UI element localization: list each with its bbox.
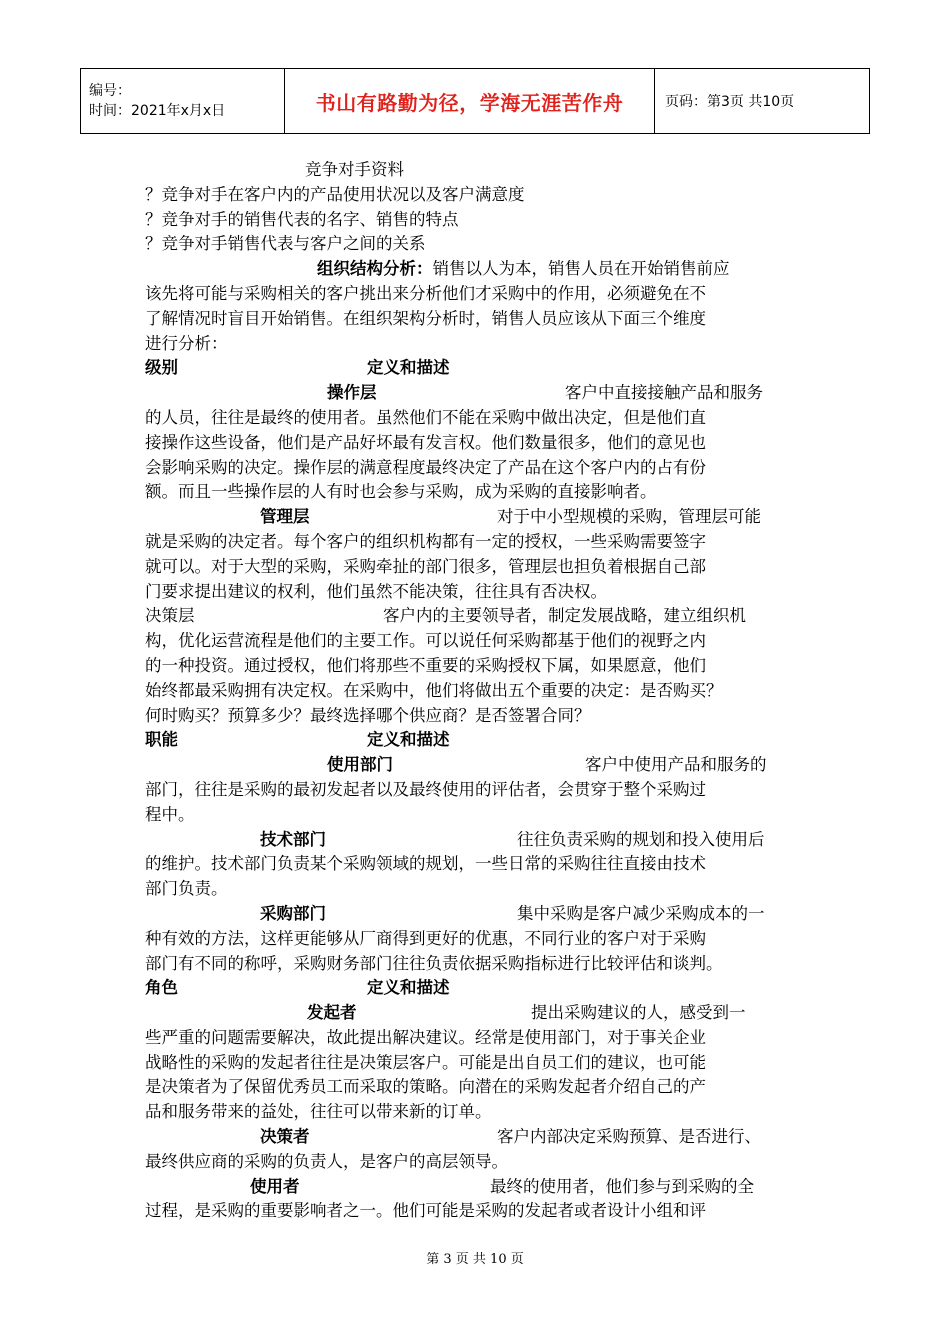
text-line bbox=[145, 1026, 810, 1051]
text-line bbox=[145, 1125, 810, 1150]
text-segment: 何时购买？预算多少？最终选择哪个供应商？是否签署合同？ bbox=[145, 705, 591, 725]
text-line bbox=[145, 952, 810, 977]
bold-term: 使用者 bbox=[250, 1176, 300, 1196]
text-segment: ？竞争对手销售代表与客户之间的关系 bbox=[145, 234, 426, 254]
text-line bbox=[145, 728, 810, 753]
bold-term: 决策者 bbox=[260, 1127, 310, 1147]
text-line bbox=[145, 1051, 810, 1076]
bold-term: 角色 bbox=[145, 978, 178, 998]
text-line bbox=[145, 505, 810, 530]
text-line bbox=[145, 1150, 810, 1175]
text-segment: 该先将可能与采购相关的客户挑出来分析他们才采购中的作用，必须避免在不 bbox=[145, 283, 706, 303]
header-table bbox=[80, 68, 870, 134]
text-line bbox=[145, 555, 810, 580]
text-line bbox=[145, 604, 810, 629]
text-segment: 的维护。技术部门负责某个采购领域的规划，一些日常的采购往往直接由技术 bbox=[145, 854, 706, 874]
text-line bbox=[145, 232, 810, 257]
text-segment: ？竞争对手的销售代表的名字、销售的特点 bbox=[145, 209, 459, 229]
text-line bbox=[145, 976, 810, 1001]
text-line bbox=[145, 778, 810, 803]
text-segment: 对于中小型规模的采购，管理层可能 bbox=[497, 507, 761, 527]
text-segment: 会影响采购的决定。操作层的满意程度最终决定了产品在这个客户内的占有份 bbox=[145, 457, 706, 477]
text-line bbox=[145, 1100, 810, 1125]
text-line bbox=[145, 629, 810, 654]
text-line bbox=[145, 654, 810, 679]
text-line bbox=[145, 580, 810, 605]
text-line bbox=[145, 307, 810, 332]
text-segment: 部门负责。 bbox=[145, 879, 228, 899]
bold-term: 使用部门 bbox=[327, 755, 393, 775]
bold-term: 职能 bbox=[145, 730, 178, 750]
text-line bbox=[145, 406, 810, 431]
text-line bbox=[145, 679, 810, 704]
text-segment: 品和服务带来的益处，往往可以带来新的订单。 bbox=[145, 1102, 492, 1122]
text-line bbox=[145, 902, 810, 927]
bold-term: 操作层 bbox=[327, 383, 377, 403]
text-line bbox=[145, 381, 810, 406]
text-segment: 客户内的主要领导者，制定发展战略，建立组织机 bbox=[383, 606, 746, 626]
text-line bbox=[145, 158, 810, 183]
text-line bbox=[145, 332, 810, 357]
text-segment: 就可以。对于大型的采购，采购牵扯的部门很多，管理层也担负着根据自己部 bbox=[145, 556, 706, 576]
header-meta-cell bbox=[81, 69, 285, 133]
text-line bbox=[145, 208, 810, 233]
bold-term: 定义和描述 bbox=[367, 978, 450, 998]
text-line bbox=[145, 480, 810, 505]
doc-number-label: 编号： bbox=[89, 83, 131, 99]
header-motto-cell bbox=[285, 69, 655, 133]
text-segment: 客户内部决定采购预算、是否进行、 bbox=[497, 1127, 761, 1147]
text-line bbox=[145, 1175, 810, 1200]
text-segment: 接操作这些设备，他们是产品好坏最有发言权。他们数量很多，他们的意见也 bbox=[145, 432, 706, 452]
text-segment: 的一种投资。通过授权，他们将那些不重要的采购授权下属，如果愿意，他们 bbox=[145, 655, 706, 675]
text-line bbox=[145, 852, 810, 877]
text-line bbox=[145, 456, 810, 481]
text-segment: 进行分析： bbox=[145, 333, 228, 353]
text-segment: 始终都最采购拥有决定权。在采购中，他们将做出五个重要的决定：是否购买？ bbox=[145, 680, 723, 700]
text-segment: 的人员，往往是最终的使用者。虽然他们不能在采购中做出决定，但是他们直 bbox=[145, 407, 706, 427]
text-line bbox=[145, 803, 810, 828]
bold-term: 定义和描述 bbox=[367, 358, 450, 378]
text-line bbox=[145, 877, 810, 902]
text-segment: 了解情况时盲目开始销售。在组织架构分析时，销售人员应该从下面三个维度 bbox=[145, 308, 706, 328]
text-line bbox=[145, 183, 810, 208]
text-line bbox=[145, 282, 810, 307]
text-line bbox=[145, 828, 810, 853]
page-footer: 第 3 页 共 10 页 bbox=[426, 1252, 524, 1267]
doc-time-label: 时间：2021年x月x日 bbox=[89, 103, 226, 119]
text-segment: 决策层 bbox=[145, 606, 195, 626]
text-line bbox=[145, 530, 810, 555]
text-line bbox=[145, 704, 810, 729]
text-line bbox=[145, 1001, 810, 1026]
text-segment: 销售以人为本，销售人员在开始销售前应 bbox=[432, 259, 730, 279]
bold-term: 级别 bbox=[145, 358, 178, 378]
text-segment: 过程，是采购的重要影响者之一。他们可能是采购的发起者或者设计小组和评 bbox=[145, 1201, 706, 1221]
page-info-text: 页码：第3页 共10页 bbox=[665, 94, 795, 110]
document-body bbox=[145, 158, 810, 1224]
text-segment: 额。而且一些操作层的人有时也会参与采购，成为采购的直接影响者。 bbox=[145, 482, 657, 502]
text-segment: 最终供应商的采购的负责人，是客户的高层领导。 bbox=[145, 1151, 508, 1171]
bold-term: 管理层 bbox=[260, 507, 310, 527]
text-line bbox=[145, 1075, 810, 1100]
text-segment: 战略性的采购的发起者往往是决策层客户。可能是出自员工们的建议，也可能 bbox=[145, 1052, 706, 1072]
text-segment: 门要求提出建议的权利，他们虽然不能决策，往往具有否决权。 bbox=[145, 581, 607, 601]
bold-term: 定义和描述 bbox=[367, 730, 450, 750]
text-segment: 客户中使用产品和服务的 bbox=[585, 755, 767, 775]
text-segment: 构，优化运营流程是他们的主要工作。可以说任何采购都基于他们的视野之内 bbox=[145, 631, 706, 651]
text-segment: 部门，往往是采购的最初发起者以及最终使用的评估者，会贯穿于整个采购过 bbox=[145, 779, 706, 799]
text-segment: 部门有不同的称呼，采购财务部门往往负责依据采购指标进行比较评估和谈判。 bbox=[145, 953, 723, 973]
text-segment: 往往负责采购的规划和投入使用后 bbox=[517, 829, 765, 849]
header-page-cell bbox=[655, 69, 869, 133]
text-segment: 种有效的方法，这样更能够从厂商得到更好的优惠，不同行业的客户对于采购 bbox=[145, 928, 706, 948]
bold-term: 采购部门 bbox=[260, 903, 326, 923]
bold-term: 发起者 bbox=[307, 1003, 357, 1023]
text-segment: 客户中直接接触产品和服务 bbox=[565, 383, 763, 403]
bold-term: 组织结构分析： bbox=[317, 259, 433, 279]
text-segment: 竞争对手资料 bbox=[305, 160, 404, 179]
text-segment: 最终的使用者，他们参与到采购的全 bbox=[490, 1176, 754, 1196]
text-line bbox=[145, 431, 810, 456]
text-line bbox=[145, 356, 810, 381]
text-segment: 是决策者为了保留优秀员工而采取的策略。向潜在的采购发起者介绍自己的产 bbox=[145, 1077, 706, 1097]
text-line bbox=[145, 753, 810, 778]
text-segment: ？竞争对手在客户内的产品使用状况以及客户满意度 bbox=[145, 184, 525, 204]
text-segment: 程中。 bbox=[145, 804, 195, 824]
text-segment: 些严重的问题需要解决，故此提出解决建议。经常是使用部门，对于事关企业 bbox=[145, 1027, 706, 1047]
text-segment: 就是采购的决定者。每个客户的组织机构都有一定的授权，一些采购需要签字 bbox=[145, 531, 706, 551]
bold-term: 技术部门 bbox=[260, 829, 326, 849]
text-line bbox=[145, 1199, 810, 1224]
text-line bbox=[145, 257, 810, 282]
motto-text: 书山有路勤为径，学海无涯苦作舟 bbox=[315, 90, 624, 115]
text-segment: 集中采购是客户减少采购成本的一 bbox=[517, 903, 765, 923]
text-line bbox=[145, 927, 810, 952]
text-segment: 提出采购建议的人，感受到一 bbox=[531, 1003, 746, 1023]
